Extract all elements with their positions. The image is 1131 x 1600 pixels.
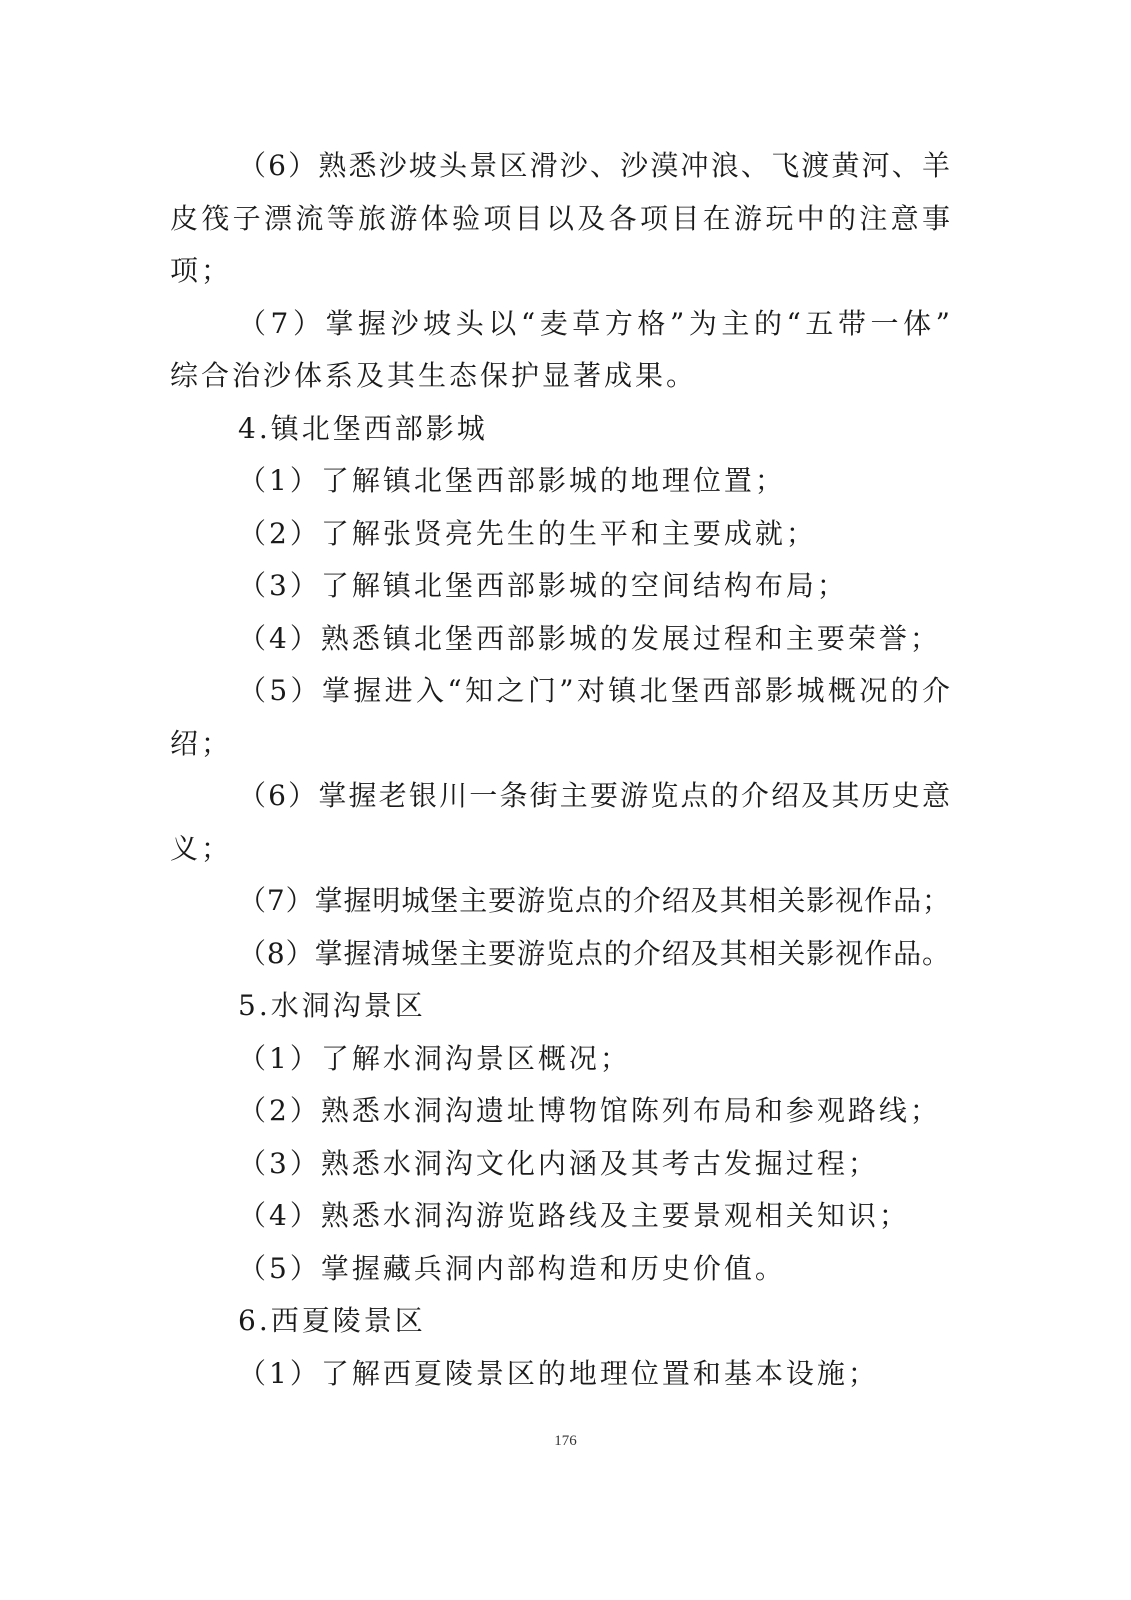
section-heading: 5.水洞沟景区	[238, 989, 426, 1022]
body-text	[170, 140, 950, 1400]
list-item-continuation: 义；	[170, 831, 233, 865]
list-item: （4）熟悉镇北堡西部影城的发展过程和主要荣誉；	[238, 621, 941, 655]
list-item: （4）熟悉水洞沟游览路线及主要景观相关知识；	[238, 1199, 910, 1232]
list-item: （1）了解镇北堡西部影城的地理位置；	[238, 464, 786, 497]
list-item: （6）掌握老银川一条街主要游览点的介绍及其历史意	[238, 779, 950, 812]
list-item: （5）掌握进入“知之门”对镇北堡西部影城概况的介	[238, 674, 950, 707]
paragraph-line: 项；	[170, 254, 233, 287]
list-item: （2）熟悉水洞沟遗址博物馆陈列布局和参观路线；	[238, 1094, 941, 1127]
paragraph-line: （7）掌握沙坡头以“麦草方格”为主的“五带一体”	[238, 306, 950, 340]
list-item-continuation: 绍；	[170, 726, 233, 760]
list-item: （3）了解镇北堡西部影城的空间结构布局；	[238, 569, 848, 602]
list-item: （3）熟悉水洞沟文化内涵及其考古发掘过程；	[238, 1146, 879, 1180]
list-item: （2）了解张贤亮先生的生平和主要成就；	[238, 516, 817, 550]
section-heading: 6.西夏陵景区	[238, 1304, 426, 1337]
list-item: （1）了解西夏陵景区的地理位置和基本设施；	[238, 1356, 879, 1390]
paragraph-line: 皮筏子漂流等旅游体验项目以及各项目在游玩中的注意事	[170, 201, 950, 235]
paragraph-line: 综合治沙体系及其生态保护显著成果。	[170, 359, 698, 392]
list-item: （5）掌握藏兵洞内部构造和历史价值。	[238, 1251, 786, 1285]
page-number: 176	[554, 1433, 577, 1449]
section-heading: 4.镇北堡西部影城	[238, 411, 488, 445]
list-item: （1）了解水洞沟景区概况；	[238, 1041, 631, 1075]
paragraph-line: （6）熟悉沙坡头景区滑沙、沙漠冲浪、飞渡黄河、羊	[238, 149, 950, 182]
list-item: （8）掌握清城堡主要游览点的介绍及其相关影视作品。	[238, 936, 950, 970]
list-item: （7）掌握明城堡主要游览点的介绍及其相关影视作品；	[238, 884, 950, 917]
